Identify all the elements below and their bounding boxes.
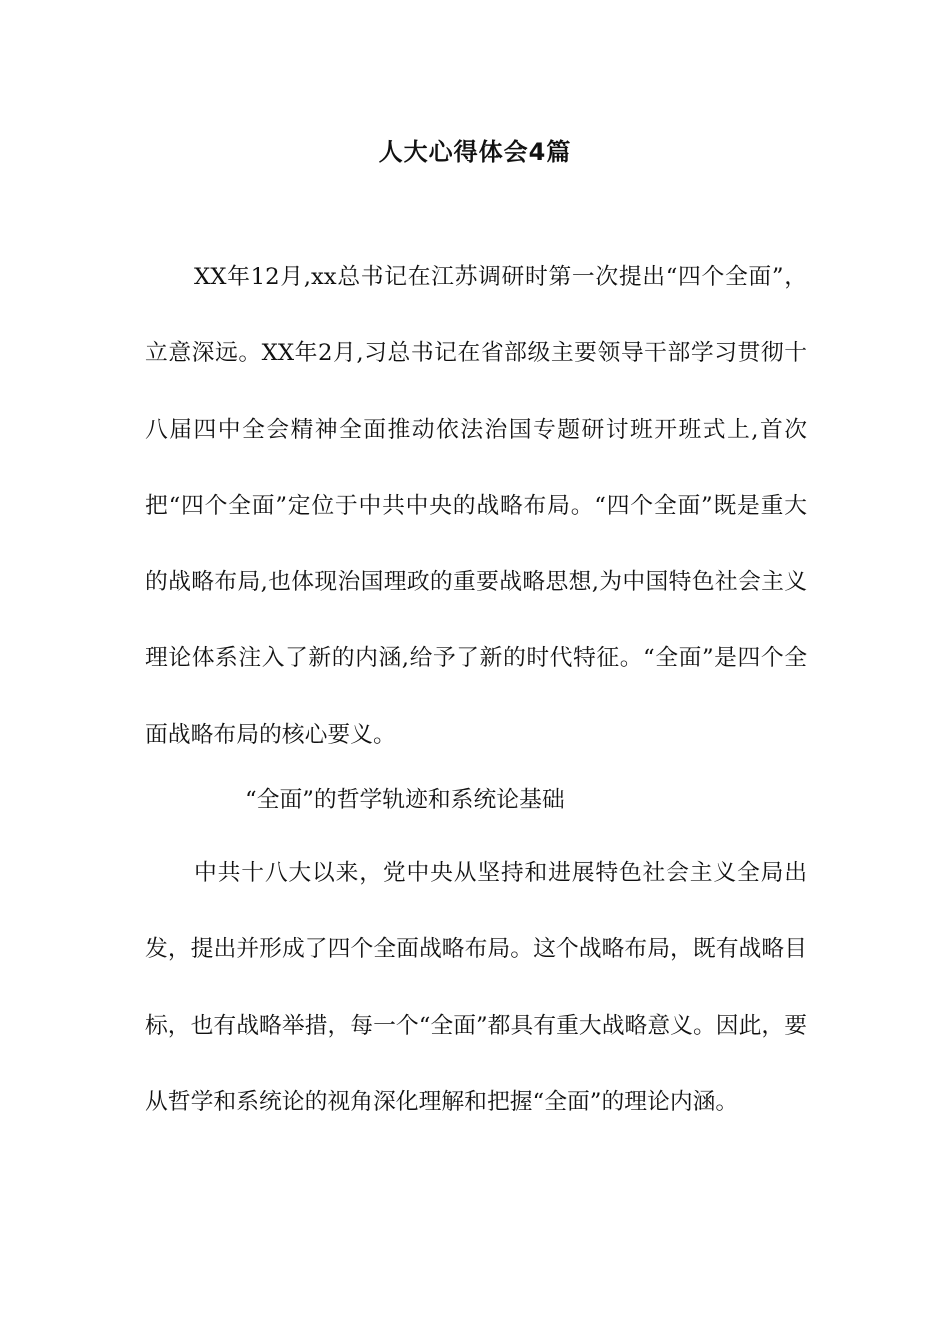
document-title: 人大心得体会4篇 bbox=[378, 138, 572, 166]
section-heading: “全面”的哲学轨迹和系统论基础 bbox=[245, 787, 565, 813]
paragraph-section: 中共十八大以来，党中央从坚持和进展特色社会主义全局出发，提出并形成了四个全面战略布局。这个战略布局，既有战略目标，也有战略举措，每一个“全面”都具有重大战略意义。因此，要从哲学和系统论的视角深化理解和把握“全面”的理论内涵。 bbox=[145, 860, 807, 1115]
paragraph-intro: XX年12月,xx总书记在江苏调研时第一次提出“四个全面”，立意深远。XX年2月,习总书记在省部级主要领导干部学习贯彻十八届四中全会精神全面推动依法治国专题研讨班开班式上,首次把“四个全面”定位于中共中央的战略布局。“四个全面”既是重大的战略布局,也体现治国理政的重要战略思想,为中国特色社会主义理论体系注入了新的内涵,给予了新的时代特征。“全面”是四个全面战略布局的核心要义。 bbox=[145, 264, 807, 748]
